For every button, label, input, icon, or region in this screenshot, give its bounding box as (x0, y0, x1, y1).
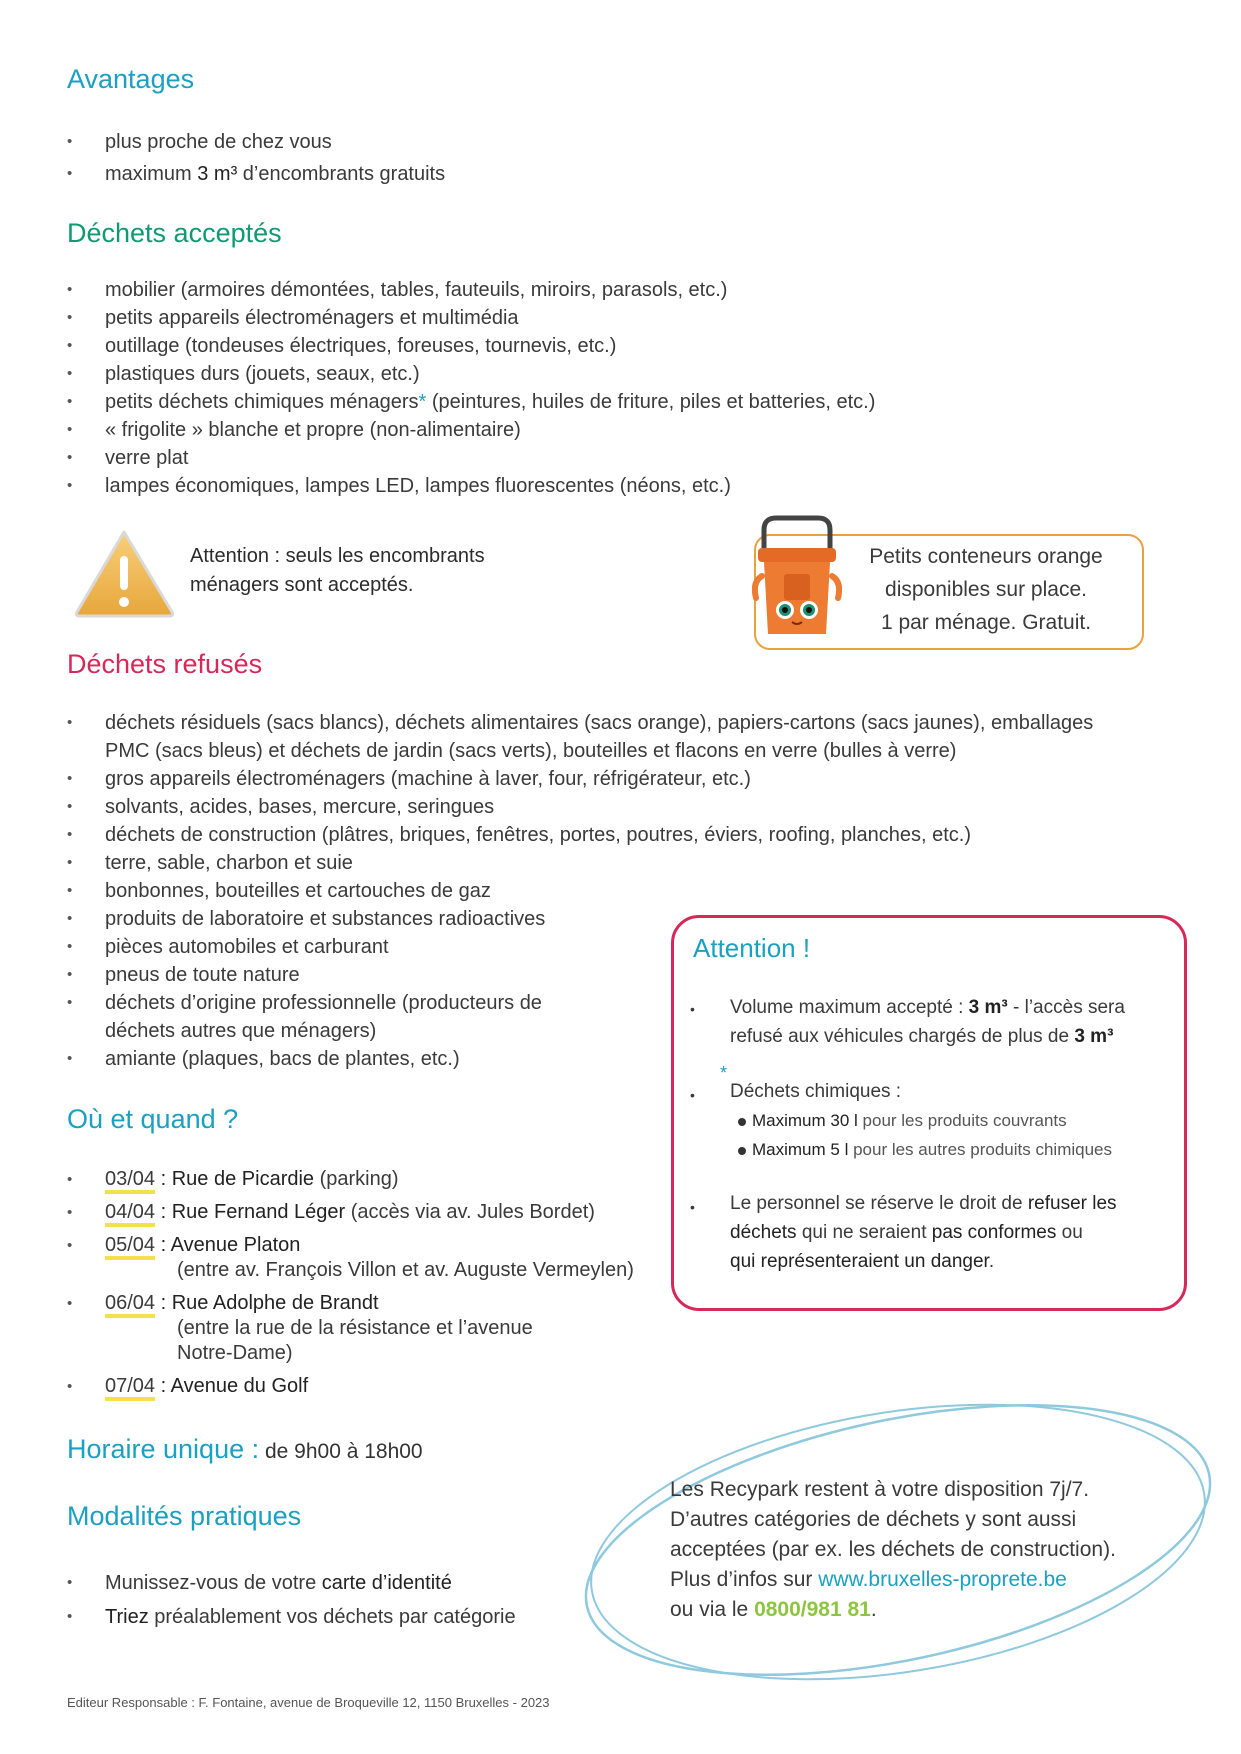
list-item: • 06/04 : Rue Adolphe de Brandt (entre la rue de la résistance et l’avenue Notre-Dame) (67, 1291, 634, 1366)
list-item: • Triez préalablement vos déchets par catégorie (67, 1600, 516, 1634)
bullet: • (690, 1199, 695, 1215)
list-item: • plus proche de chez vous (67, 126, 445, 158)
bullet: • (690, 1087, 695, 1103)
list-item: • « frigolite » blanche et propre (non-alimentaire) (67, 416, 875, 444)
list-item: • maximum 3 m³ d’encombrants gratuits (67, 158, 445, 190)
chemical-sublist: Maximum 30 l pour les produits couvrants Maximum 5 l pour les autres produits chimiques (738, 1106, 1112, 1164)
modalites-list (67, 1566, 516, 1634)
section-title-modalites: Modalités pratiques (67, 1501, 302, 1531)
phone-number[interactable]: 0800/981 81 (754, 1598, 871, 1621)
list-item: • pièces automobiles et carburant (67, 933, 1093, 961)
attention-title: Attention ! (693, 933, 811, 963)
chemical-text: Déchets chimiques : (730, 1081, 902, 1102)
avantages-list (67, 126, 445, 190)
horaire-title: Horaire unique : (67, 1434, 260, 1464)
schedule-list (67, 1167, 634, 1399)
warning-triangle-icon (72, 526, 177, 625)
asterisk: * (720, 1063, 728, 1083)
website-link[interactable]: www.bruxelles-proprete.be (818, 1568, 1067, 1591)
list-item: • déchets résiduels (sacs blancs), déchets alimentaires (sacs orange), papiers-cartons (sacs jaunes), emballages PMC (sacs bleus) et déchets de jardin (sacs verts), bouteilles et flacons en verre (bulles à verre) (67, 709, 1093, 765)
list-item: • 04/04 : Rue Fernand Léger (accès via av. Jules Bordet) (67, 1200, 634, 1225)
horaire (67, 1434, 423, 1465)
list-item: • déchets de construction (plâtres, briques, fenêtres, portes, poutres, éviers, roofing, planches, etc.) (67, 821, 1093, 849)
orange-bin-mascot-icon (752, 512, 842, 647)
section-title-avantages: Avantages (67, 64, 195, 94)
list-item: • mobilier (armoires démontées, tables, fauteuils, miroirs, parasols, etc.) (67, 276, 875, 304)
list-item: • petits déchets chimiques ménagers* (peintures, huiles de friture, piles et batteries, etc.) (67, 388, 875, 416)
attention-volume-text: Volume maximum accepté : 3 m³ - l’accès sera refusé aux véhicules chargés de plus de 3 m³ (730, 997, 1125, 1047)
list-item: • gros appareils électroménagers (machine à laver, four, réfrigérateur, etc.) (67, 765, 1093, 793)
list-item: • Munissez-vous de votre carte d’identité (67, 1566, 516, 1600)
section-title-ou-quand: Où et quand ? (67, 1104, 239, 1134)
recypark-info: Les Recypark restent à votre disposition 7j/7. D’autres catégories de déchets y sont aussi acceptées (par ex. les déchets de construction). Plus d’infos sur www.bruxelles-proprete.be ou via le 0800/981 81. (670, 1478, 1116, 1621)
section-title-refuses: Déchets refusés (67, 649, 263, 679)
list-item: • bonbonnes, bouteilles et cartouches de gaz (67, 877, 1093, 905)
acceptes-list (67, 276, 875, 500)
list-item: • verre plat (67, 444, 875, 472)
list-item: • 07/04 : Avenue du Golf (67, 1374, 634, 1399)
list-item: • terre, sable, charbon et suie (67, 849, 1093, 877)
horaire-value: de 9h00 à 18h00 (259, 1440, 423, 1463)
footer-publisher: Editeur Responsable : F. Fontaine, avenue de Broqueville 12, 1150 Bruxelles - 2023 (67, 1695, 550, 1710)
list-item: • 03/04 : Rue de Picardie (parking) (67, 1167, 634, 1192)
list-item: • lampes économiques, lampes LED, lampes fluorescentes (néons, etc.) (67, 472, 875, 500)
list-item: • amiante (plaques, bacs de plantes, etc.) (67, 1045, 1093, 1073)
warning-text: Attention : seuls les encombrants ménagers sont acceptés. (190, 545, 485, 596)
list-item: • plastiques durs (jouets, seaux, etc.) (67, 360, 875, 388)
list-item: • déchets d’origine professionnelle (producteurs de déchets autres que ménagers) (67, 989, 1093, 1045)
list-item: • produits de laboratoire et substances radioactives (67, 905, 1093, 933)
list-item: • solvants, acides, bases, mercure, seringues (67, 793, 1093, 821)
list-item: • pneus de toute nature (67, 961, 1093, 989)
staff-text: Le personnel se réserve le droit de refuser les déchets qui ne seraient pas conformes ou qui représenteraient un danger. (730, 1193, 1117, 1272)
container-info-text: Petits conteneurs orange disponibles sur place. 1 par ménage. Gratuit. (869, 545, 1103, 634)
section-title-acceptes: Déchets acceptés (67, 218, 282, 248)
bullet: • (690, 1001, 695, 1017)
list-item: • 05/04 : Avenue Platon (entre av. François Villon et av. Auguste Vermeylen) (67, 1233, 634, 1283)
list-item: • outillage (tondeuses électriques, foreuses, tournevis, etc.) (67, 332, 875, 360)
list-item: • petits appareils électroménagers et multimédia (67, 304, 875, 332)
